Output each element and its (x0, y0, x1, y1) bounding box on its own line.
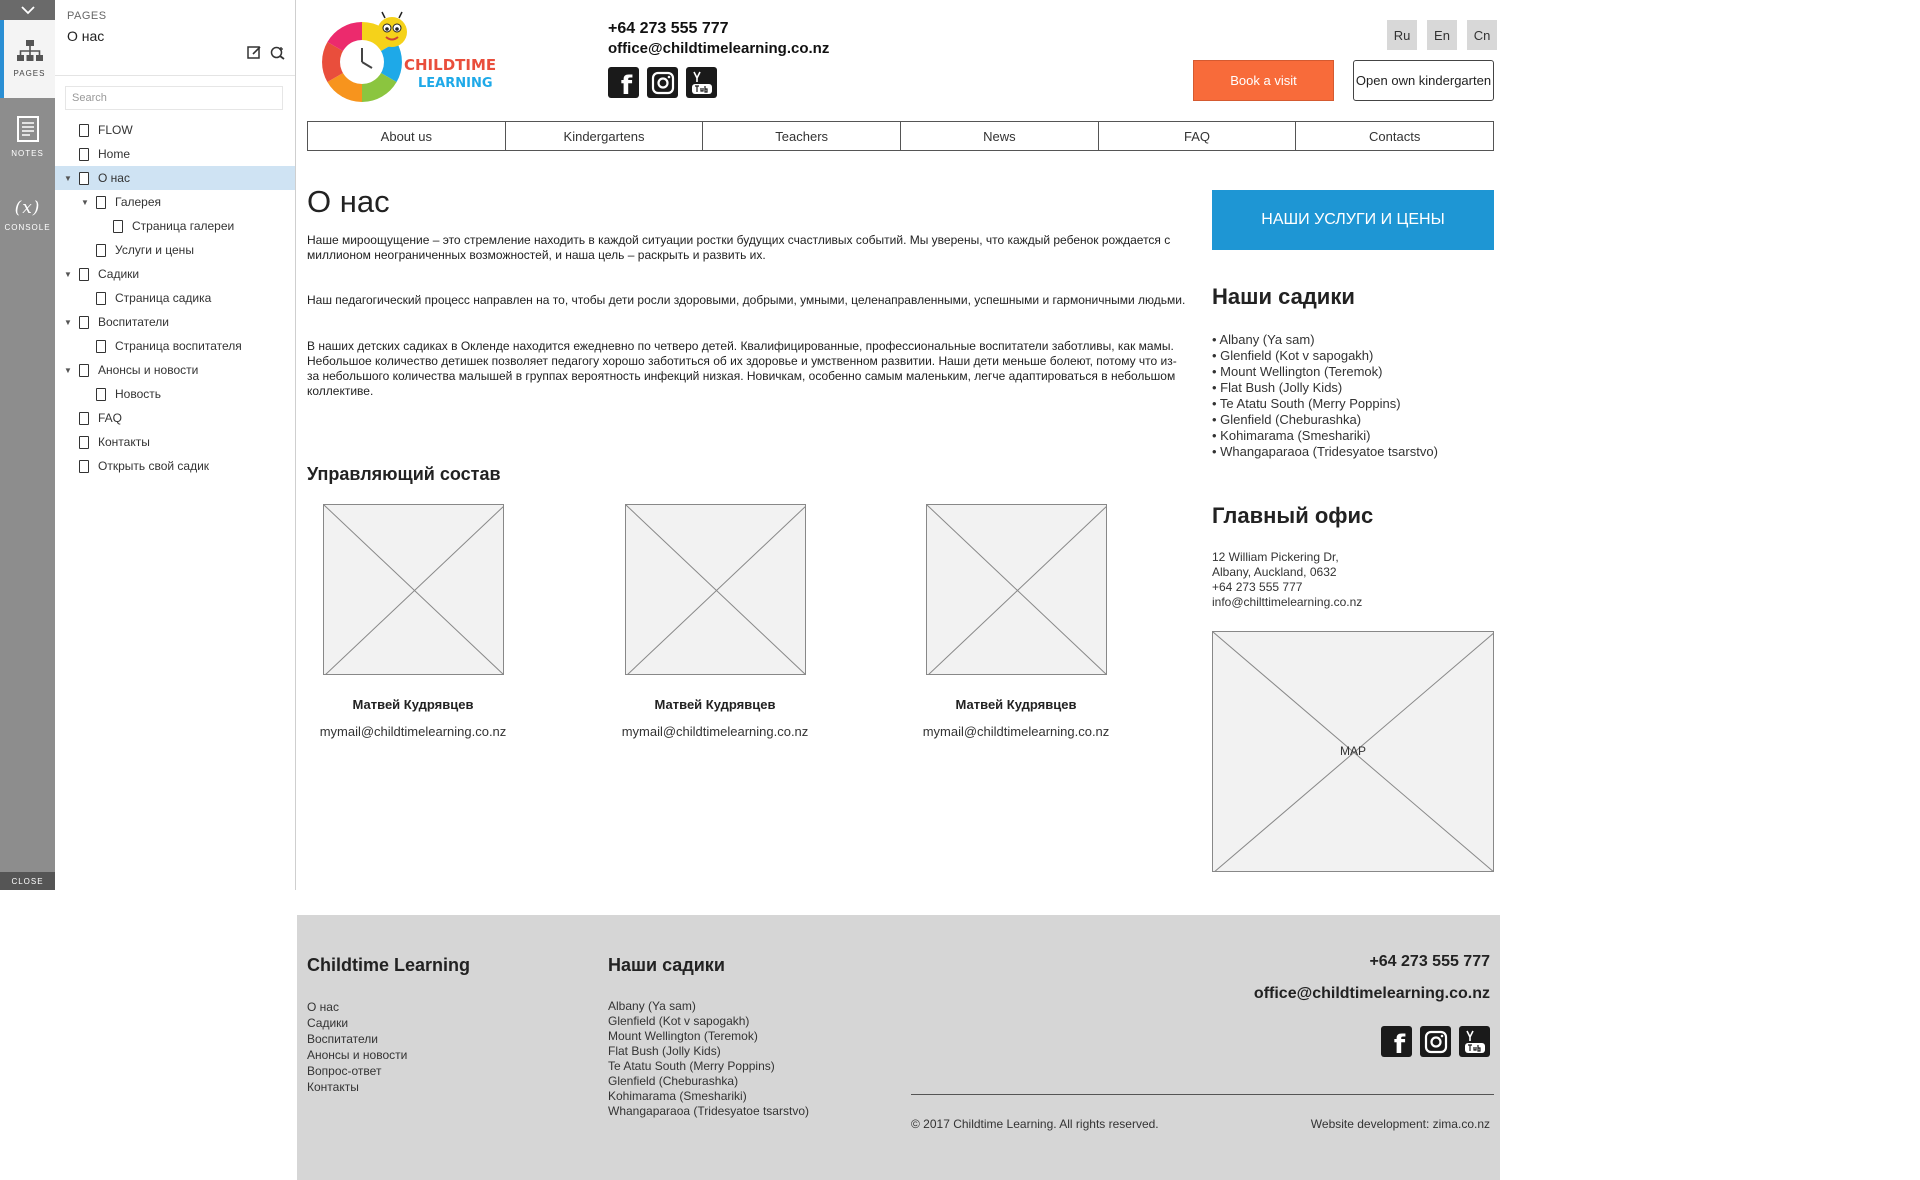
footer-kindergarten-item[interactable]: Te Atatu South (Merry Poppins) (608, 1059, 775, 1073)
footer-link[interactable]: Воспитатели (307, 1032, 378, 1046)
page-tree-item[interactable] (55, 142, 295, 166)
current-page-title: О нас (67, 28, 105, 44)
page-document-icon (96, 244, 106, 257)
member-photo-placeholder (323, 504, 504, 675)
page-tree-item[interactable] (55, 382, 295, 406)
page-tree-label: Новость (115, 387, 162, 401)
page-tree-item[interactable] (55, 454, 295, 478)
map-placeholder[interactable] (1212, 631, 1494, 872)
page-tree-item[interactable] (55, 166, 295, 190)
rail-close-button[interactable]: CLOSE (0, 872, 55, 890)
footer-link[interactable]: О нас (307, 1000, 339, 1014)
footer-kindergarten-item[interactable]: Glenfield (Cheburashka) (608, 1074, 739, 1088)
management-title: Управляющий состав (307, 464, 501, 484)
nav-news[interactable]: News (901, 122, 1099, 150)
facebook-icon[interactable]: f (1381, 1026, 1412, 1057)
page-document-icon (79, 124, 89, 137)
page-tree-item[interactable] (55, 406, 295, 430)
page-tree-label: FAQ (98, 411, 123, 425)
office-city: Albany, Auckland, 0632 (1212, 565, 1337, 579)
logo-line1: CHILDTIME (404, 56, 497, 74)
rail-notes-label: NOTES (11, 149, 44, 158)
nav-contacts[interactable]: Contacts (1369, 128, 1421, 144)
header-socials (608, 67, 829, 101)
rail-pages-label: PAGES (13, 69, 46, 78)
member-name: Матвей Кудрявцев (955, 697, 1077, 712)
facebook-icon[interactable]: f (608, 67, 639, 98)
page-tree-item[interactable] (55, 238, 295, 262)
site-footer (297, 915, 1500, 1180)
youtube-icon[interactable] (1459, 1026, 1490, 1057)
sidebar-kindergarten-item[interactable]: • Kohimarama (Smeshariki) (1212, 428, 1371, 443)
office-phone: +64 273 555 777 (1212, 580, 1303, 594)
collapse-chevron-icon[interactable] (0, 0, 55, 20)
page-tree-label: Садики (98, 267, 140, 281)
sidebar-kindergarten-item[interactable]: • Flat Bush (Jolly Kids) (1212, 380, 1343, 395)
header-contact (608, 20, 830, 101)
page-document-icon (96, 340, 106, 353)
site-canvas (297, 0, 1500, 1180)
page-tree-item[interactable] (55, 310, 295, 334)
member-name: Матвей Кудрявцев (352, 697, 474, 712)
page-tree-label: Страница галереи (132, 219, 235, 233)
page-document-icon (96, 196, 106, 209)
sidebar-kindergarten-item[interactable]: • Mount Wellington (Teremok) (1212, 364, 1383, 379)
page-document-icon (79, 316, 89, 329)
page-document-icon (79, 412, 89, 425)
footer-links (307, 999, 407, 1095)
intro-paragraph-3: В наших детских садиках в Окленде находится ежедневно по четверо детей. Квалифицированные, профессиональные воспитатели заботливы, как мамы. Небольшое количество детишек позволяет педагогу хорошо заботиться об их здоровье и умственном развитии. Наши дети меньше болеют, потому что из-за небольшого количества малышей в группах вероятность инфекций низкая. Новичкам, особенно самым маленьким, легче адаптироваться в небольшом коллективе. (307, 339, 1177, 398)
page-tree-label: О нас (98, 171, 130, 185)
expand-toggle-icon[interactable]: ▼ (64, 173, 72, 183)
member-email[interactable]: mymail@childtimelearning.co.nz (621, 724, 809, 739)
sidebar-kindergartens-title: Наши садики (1212, 284, 1355, 309)
pages-panel-label: PAGES (67, 10, 107, 22)
page-document-icon (96, 388, 106, 401)
page-tree-label: Страница воспитателя (115, 339, 242, 353)
footer-developer[interactable]: Website development: zima.co.nz (1310, 1117, 1490, 1131)
member-email[interactable]: mymail@childtimelearning.co.nz (922, 724, 1110, 739)
page-tree-label: Галерея (115, 195, 162, 209)
lang-cn-button[interactable]: Cn (1467, 20, 1497, 50)
page-document-icon (79, 268, 89, 281)
footer-kindergarten-item[interactable]: Whangaparaoa (Tridesyatoe tsarstvo) (608, 1104, 809, 1118)
team-member-card (906, 504, 1126, 739)
footer-link[interactable]: Садики (307, 1016, 349, 1030)
footer-link[interactable]: Анонсы и новости (307, 1048, 408, 1062)
expand-toggle-icon[interactable]: ▼ (64, 365, 72, 375)
rail-notes-tab[interactable] (0, 98, 55, 176)
page-tree-label: FLOW (98, 123, 133, 137)
page-document-icon (79, 148, 89, 161)
sidebar-kindergarten-item[interactable]: • Te Atatu South (Merry Poppins) (1212, 396, 1401, 411)
page-tree-item[interactable] (55, 262, 295, 286)
lang-ru-button[interactable]: Ru (1387, 20, 1417, 50)
footer-kindergarten-item[interactable]: Mount Wellington (Teremok) (608, 1029, 758, 1043)
footer-kindergarten-list (608, 999, 809, 1119)
language-switcher (1387, 20, 1497, 50)
footer-kindergartens-title: Наши садики (608, 955, 725, 975)
member-photo-placeholder (625, 504, 806, 675)
page-tree-label: Воспитатели (98, 315, 169, 329)
sidebar-kindergarten-item[interactable]: • Whangaparaoa (Tridesyatoe tsarstvo) (1212, 444, 1438, 459)
lang-en-button[interactable]: En (1427, 20, 1457, 50)
footer-phone: +64 273 555 777 (1369, 953, 1490, 970)
rail-pages-tab[interactable] (0, 20, 55, 98)
edit-page-icon[interactable] (247, 45, 262, 65)
variable-icon: (x) (14, 198, 41, 218)
notes-icon (17, 116, 39, 144)
nav-teachers[interactable]: Teachers (703, 122, 901, 150)
sidebar-kindergarten-list (1212, 332, 1438, 460)
sidebar-kindergarten-item[interactable]: • Albany (Ya sam) (1212, 332, 1315, 347)
nav-about-us[interactable]: About us (308, 122, 506, 150)
expand-toggle-icon[interactable]: ▼ (64, 317, 72, 327)
page-tree-item[interactable] (55, 430, 295, 454)
page-tree-item[interactable] (55, 214, 295, 238)
pages-panel (55, 0, 296, 890)
pages-panel-header (55, 0, 295, 76)
rail-console-tab[interactable] (0, 176, 55, 254)
team-member-card (605, 504, 825, 739)
page-search-input[interactable] (65, 86, 283, 110)
page-tree-label: Контакты (98, 435, 150, 449)
office-email[interactable]: info@chilttimelearning.co.nz (1212, 595, 1363, 609)
sidebar-kindergarten-item[interactable]: • Glenfield (Cheburashka) (1212, 412, 1362, 427)
page-tree-item[interactable] (55, 190, 295, 214)
footer-kindergarten-item[interactable]: Kohimarama (Smeshariki) (608, 1089, 747, 1103)
expand-toggle-icon[interactable]: ▼ (64, 269, 72, 279)
page-document-icon (79, 460, 89, 473)
page-document-icon (79, 364, 89, 377)
page-tree-label: Открыть свой садик (98, 459, 210, 473)
page-document-icon (79, 172, 89, 185)
icon-rail (0, 0, 55, 890)
footer-copyright: © 2017 Childtime Learning. All rights reserved. (911, 1117, 1159, 1131)
instagram-icon[interactable] (647, 67, 678, 98)
footer-divider (911, 1094, 1494, 1095)
header-phone: +64 273 555 777 (608, 20, 729, 37)
page-tree-item[interactable] (55, 358, 295, 382)
header-email: office@childtimelearning.co.nz (608, 40, 830, 57)
footer-brand: Childtime Learning (307, 955, 471, 975)
add-page-icon[interactable] (270, 45, 285, 65)
main-nav (307, 121, 1494, 151)
map-label: MAP (1339, 744, 1366, 758)
footer-kindergarten-item[interactable]: Albany (Ya sam) (608, 999, 696, 1013)
page-title: О нас (307, 184, 390, 219)
member-photo-placeholder (926, 504, 1107, 675)
expand-toggle-icon[interactable]: ▼ (81, 197, 89, 207)
footer-link[interactable]: Вопрос-ответ (307, 1064, 382, 1078)
footer-link[interactable]: Контакты (307, 1080, 359, 1094)
site-logo[interactable] (317, 10, 507, 110)
page-tree-label: Услуги и цены (115, 243, 194, 257)
footer-socials (1381, 1026, 1490, 1060)
footer-kindergarten-item[interactable]: Flat Bush (Jolly Kids) (608, 1044, 721, 1058)
logo-line2: LEARNING (418, 76, 493, 91)
footer-email[interactable]: office@childtimelearning.co.nz (1253, 985, 1490, 1002)
page-tree-label: Анонсы и новости (98, 363, 199, 377)
page-document-icon (113, 220, 123, 233)
page-search (65, 86, 285, 110)
services-prices-button[interactable]: НАШИ УСЛУГИ И ЦЕНЫ (1212, 190, 1494, 250)
page-tree-label: Страница садика (115, 291, 212, 305)
nav-kindergartens[interactable]: Kindergartens (506, 122, 704, 150)
team-member-card (303, 504, 523, 739)
instagram-icon[interactable] (1420, 1026, 1451, 1057)
member-email[interactable]: mymail@childtimelearning.co.nz (319, 724, 507, 739)
page-tree (55, 118, 295, 478)
page-tree-item[interactable] (55, 334, 295, 358)
sidebar-kindergarten-item[interactable]: • Glenfield (Kot v sapogakh) (1212, 348, 1374, 363)
office-street: 12 William Pickering Dr, (1212, 550, 1339, 564)
member-name: Матвей Кудрявцев (654, 697, 776, 712)
nav-faq[interactable]: FAQ (1099, 122, 1297, 150)
page-document-icon (96, 292, 106, 305)
page-tree-item[interactable] (55, 118, 295, 142)
office-address (1212, 550, 1362, 610)
office-title: Главный офис (1212, 503, 1374, 528)
rail-console-label: CONSOLE (4, 223, 51, 232)
open-kindergarten-button[interactable]: Open own kindergarten (1353, 60, 1494, 101)
page-tree-item[interactable] (55, 286, 295, 310)
page-tree-label: Home (98, 147, 131, 161)
footer-kindergarten-item[interactable]: Glenfield (Kot v sapogakh) (608, 1014, 750, 1028)
intro-paragraph-2: Наш педагогический процесс направлен на то, чтобы дети росли здоровыми, добрыми, умными, целенаправленными, успешными и гармоничными людьми. (307, 293, 1186, 307)
page-document-icon (79, 436, 89, 449)
sitemap-icon (17, 40, 43, 64)
book-visit-button[interactable]: Book a visit (1193, 60, 1334, 101)
intro-paragraph-1: Наше мироощущение – это стремление находить в каждой ситуации ростки будущих счастливых событий. Мы уверены, что каждый ребенок рождается с миллионом неограниченных возможностей, и наша цель – раскрыть и развить их. (307, 233, 1171, 262)
youtube-icon[interactable] (686, 67, 717, 98)
